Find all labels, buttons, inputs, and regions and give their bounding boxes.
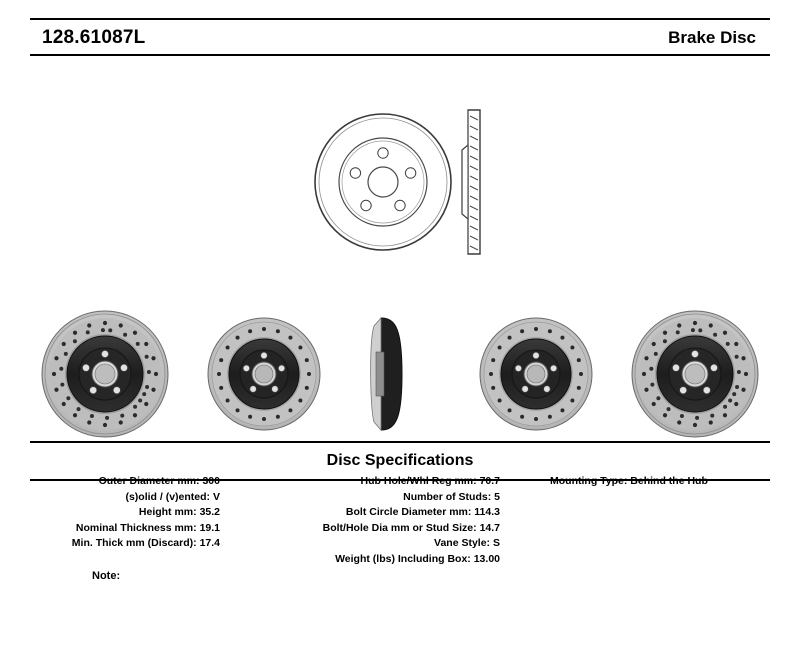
spec-label: Outer Diameter mm: xyxy=(98,475,200,487)
spec-value: V xyxy=(212,490,220,503)
spec-value: Behind the Hub xyxy=(630,475,708,487)
spec-value: 70.7 xyxy=(479,475,500,487)
spec-label: Nominal Thickness mm: xyxy=(75,521,197,534)
header-bar xyxy=(30,18,770,56)
spec-value: 114.3 xyxy=(474,506,500,518)
spec-value: 13.00 xyxy=(473,552,500,565)
spec-value: 35.2 xyxy=(199,506,220,518)
spec-value: 5 xyxy=(494,490,500,503)
disc-face-top-view xyxy=(315,114,451,250)
spec-column-right xyxy=(550,474,775,490)
part-number: 128.61087L xyxy=(42,27,146,48)
drilled-disc-face-right-inner xyxy=(480,318,592,430)
spec-label: Number of Studs: xyxy=(403,490,492,503)
spec-value: 17.4 xyxy=(199,537,220,549)
spec-label: Weight (lbs) Including Box: xyxy=(335,552,471,565)
spec-row xyxy=(240,552,500,568)
spec-value: 14.7 xyxy=(479,521,500,534)
spec-row xyxy=(30,505,220,521)
disc-edge-top-view xyxy=(462,110,480,254)
disc-edge-cross-section xyxy=(371,318,402,430)
spec-column-middle xyxy=(240,474,500,567)
drilled-disc-face-left-inner xyxy=(208,318,320,430)
spec-row xyxy=(30,521,220,537)
page-title: Brake Disc xyxy=(668,28,756,47)
drilled-disc-face-right xyxy=(632,311,758,437)
spec-row xyxy=(30,536,220,552)
spec-label: Vane Style: xyxy=(434,537,491,549)
spec-row xyxy=(30,474,220,490)
spec-row xyxy=(240,536,500,552)
spec-row xyxy=(30,490,220,506)
spec-value: S xyxy=(492,537,500,549)
spec-label: Min. Thick mm (Discard): xyxy=(71,537,197,549)
spec-label: Height mm: xyxy=(138,506,197,518)
spec-row xyxy=(240,521,500,537)
spec-value: 300 xyxy=(202,475,220,487)
spec-panel-title: Disc Specifications xyxy=(326,452,474,469)
spec-row xyxy=(240,474,500,490)
spec-label: Bolt/Hole Dia mm or Stud Size: xyxy=(322,521,477,534)
spec-row xyxy=(240,505,500,521)
note-label: Note: xyxy=(92,570,121,582)
spec-label: Bolt Circle Diameter mm: xyxy=(345,506,472,518)
spec-row xyxy=(550,474,775,490)
spec-label: Hub Hole/Whl Reg mm: xyxy=(360,475,477,487)
spec-value: 19.1 xyxy=(199,521,220,534)
spec-label: (s)olid / (v)ented: xyxy=(125,490,211,503)
drilled-disc-face-left xyxy=(42,311,168,437)
spec-row xyxy=(240,490,500,506)
spec-label: Mounting Type: xyxy=(550,475,628,487)
spec-column-left xyxy=(30,474,220,552)
note-field xyxy=(92,570,120,582)
